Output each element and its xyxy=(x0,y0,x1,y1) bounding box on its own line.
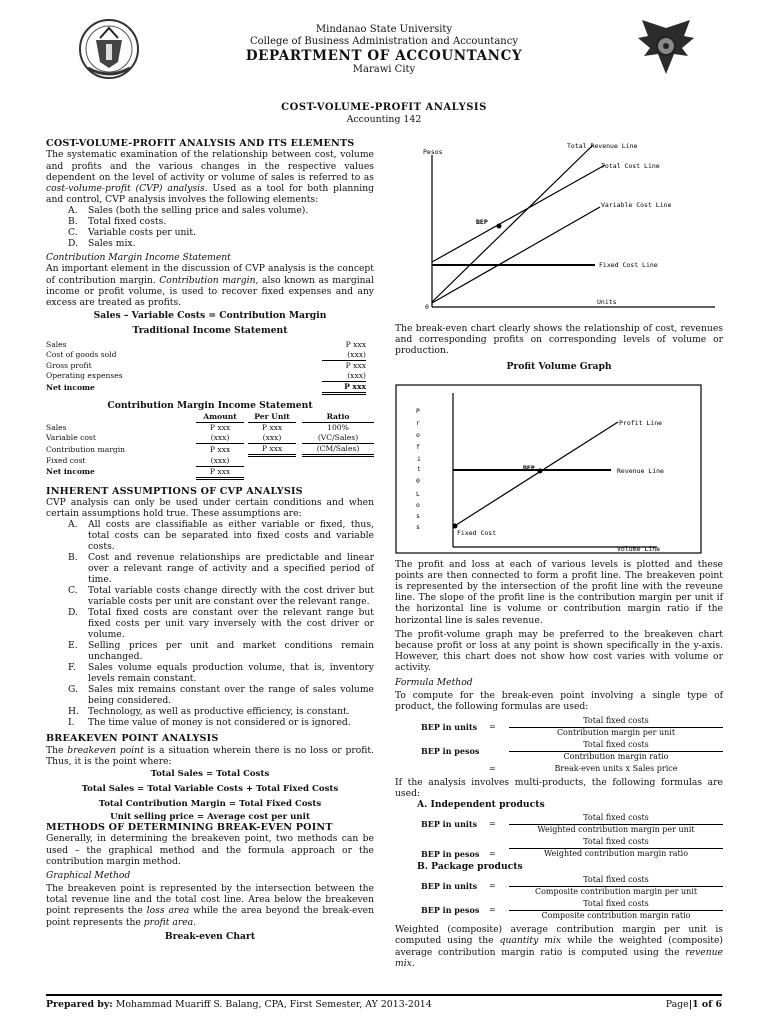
profit-volume-graph xyxy=(395,375,723,555)
origin-label: 0 xyxy=(425,303,429,311)
zero-label: 0 xyxy=(416,476,420,485)
paragraph-contribution-margin: An important element in the discussion of CVP analysis is the concept of contribution margin. Contribution margin, also known as marginal income or profit volume, is used to recover fixed expenses and any excess are treated as profits. xyxy=(46,263,374,308)
header-text xyxy=(180,24,588,76)
formula-row: = Break-even units x Sales price xyxy=(489,764,678,774)
subheading-formula-method: Formula Method xyxy=(395,676,473,688)
volume-line-label: Volume Line xyxy=(617,544,661,553)
profit-line-label: Profit Line xyxy=(619,418,663,427)
formula-row: BEP in units = $\frac{\text{Total fixed costs}}{\text{Composite contribution margin per unit}}$ xyxy=(421,875,723,897)
paragraph-cvp-definition: The systematic examination of the relationship between cost, volume and profits and the various changes in the respective values dependent on the level of activity or volume of sales is referred to as cost-volume-profit (CVP) analysis. Used as a tool for both planning and control, CVP analysis involves the following elements: xyxy=(46,149,375,206)
prepared-by: Prepared by: Mohammad Muariff S. Balang, CPA, First Semester, AY 2013-2014 xyxy=(46,999,432,1010)
paragraph-break-even-chart: The break-even chart clearly shows the relationship of cost, revenues and corresponding profits on corresponding levels of volume or production. xyxy=(395,323,723,357)
list-item: C. Total variable costs change directly with the cost driver but variable costs per unit are constant over the relevant range. xyxy=(68,585,374,608)
bep-point xyxy=(497,224,502,229)
fixed-cost-label: Fixed Cost xyxy=(457,528,497,537)
paragraph-multi-products: If the analysis involves multi-products, the following formulas are used: xyxy=(395,777,723,800)
y-letter: L xyxy=(416,489,420,498)
right-column xyxy=(395,135,723,969)
section-heading-assumptions: INHERENT ASSUMPTIONS OF CVP ANALYSIS xyxy=(46,485,303,497)
list-item: A. All costs are classifiable as either variable or fixed, thus, total costs can be separated into fixed costs and variable costs. xyxy=(68,519,374,553)
document-subtitle: Accounting 142 xyxy=(346,113,422,125)
college-name: College of Business Administration and Accountancy xyxy=(250,36,518,47)
table-row: Net income P xxx xyxy=(46,382,366,392)
cm-income-statement-table xyxy=(46,412,374,480)
equation-breakeven: Unit selling price = Average cost per unit xyxy=(110,812,310,823)
y-axis-label: Pesos xyxy=(423,148,443,156)
list-item: C. Variable costs per unit. xyxy=(68,227,196,239)
y-letter: t xyxy=(417,464,421,473)
single-product-formulas xyxy=(421,716,723,774)
bep-label: BEP xyxy=(523,463,535,472)
table-row: Contribution margin P xxx P xxx (CM/Sales) xyxy=(46,444,374,456)
independent-product-formulas xyxy=(421,813,723,859)
city-name: Marawi City xyxy=(352,64,416,75)
list-item: D. Sales mix. xyxy=(68,238,136,250)
equation-breakeven: Total Sales = Total Costs xyxy=(150,769,270,780)
total-cost-label: Total Cost Line xyxy=(601,162,660,170)
table-row: Net income P xxx xyxy=(46,466,374,478)
table-row: Sales P xxx xyxy=(46,340,366,350)
equation-contribution-margin: Sales – Variable Costs = Contribution Margin xyxy=(93,310,327,322)
traditional-income-statement-table xyxy=(46,340,374,395)
bep-label: BEP xyxy=(476,218,488,226)
list-item: D. Total fixed costs are constant over the relevant range but fixed costs per unit vary inversely with the cost driver or volume. xyxy=(68,607,374,641)
paragraph-profit-volume-graph: The profit and loss at each of various levels is plotted and these points are then connected to form a profit line. The breakeven point is represented by the intersection of the profit line with the reveune line. The slope of the profit line is the contribution margin per unit if the horizontal line is volume or contribution margin ratio if the horizontal line is sales revenue. xyxy=(395,558,723,626)
university-name: Mindanao State University xyxy=(315,24,453,35)
section-heading-breakeven: BREAKEVEN POINT ANALYSIS xyxy=(46,733,219,745)
table-row: Sales P xxx P xxx 100% xyxy=(46,422,349,433)
package-product-formulas xyxy=(421,875,723,921)
elements-list xyxy=(68,205,374,249)
bep-point xyxy=(538,468,543,473)
assumptions-list xyxy=(68,519,374,728)
table-row: Cost of goods sold (xxx) xyxy=(46,350,366,360)
x-axis-label: Units xyxy=(597,298,617,306)
table-row: Fixed cost (xxx) xyxy=(46,456,374,467)
page-footer xyxy=(46,994,722,1010)
y-letter: o xyxy=(416,430,420,439)
table-row: Operating expenses (xxx) xyxy=(46,371,366,381)
formula-row: BEP in units = $\frac{\text{Total fixed costs}}{\text{Contribution margin per unit}}$ xyxy=(421,716,723,738)
y-letter: i xyxy=(417,454,421,463)
university-seal-icon xyxy=(78,18,140,80)
subheading-contribution-margin: Contribution Margin Income Statement xyxy=(46,252,231,264)
department-logo-icon xyxy=(636,16,696,82)
paragraph-pv-vs-breakeven: The profit-volume graph may be preferred to the breakeven chart because profit or loss at any point is shown specifically in the y-axis. However, this chart does not show how cost varies with volume or activity. xyxy=(395,628,723,674)
total-cost-line xyxy=(432,165,605,262)
table-row: Variable cost (xxx) (xxx) (VC/Sales) xyxy=(46,433,374,444)
revenue-line-label: Revenue Line xyxy=(617,466,664,475)
paragraph-weighted-average: Weighted (composite) average contribution margin per unit is computed using the quantity mix while the weighted (composite) average contribution margin ratio is computed using the revenue mix. xyxy=(395,924,723,969)
paragraph-formula-intro: To compute for the break-even point involving a single type of product, the following formulas are used: xyxy=(395,689,723,712)
y-letter: r xyxy=(416,418,420,427)
variable-cost-label: Variable Cost Line xyxy=(601,201,672,209)
list-item: F. Sales volume equals production volume, that is, inventory levels remain constant. xyxy=(68,662,374,685)
formula-row: BEP in pesos = $\frac{\text{Total fixed costs}}{\text{Weighted contribution margin ratio}}$ xyxy=(421,837,723,859)
list-item: B. Total fixed costs. xyxy=(68,216,167,228)
paragraph-breakeven: The breakeven point is a situation wherein there is no loss or profit. Thus, it is the point where: xyxy=(46,744,375,767)
y-letter: s xyxy=(416,511,420,520)
break-even-chart-caption: Break-even Chart xyxy=(164,930,256,942)
document-title-block xyxy=(0,102,768,125)
package-products-label: B. Package products xyxy=(417,861,523,873)
formula-row: BEP in units = $\frac{\text{Total fixed costs}}{\text{Weighted contribution margin per unit}}$ xyxy=(421,813,723,835)
cm-income-statement-title: Contribution Margin Income Statement xyxy=(107,400,313,412)
profit-line xyxy=(453,422,618,527)
paragraph-graphical-method: The breakeven point is represented by the intersection between the total revenue line and the total cost line. Area below the breakeven point represents the loss area while the area beyond the break-even point represents the profit area. xyxy=(46,883,374,928)
list-item: B. Cost and revenue relationships are predictable and linear over a relevant range of activity and a specified period of time. xyxy=(68,552,374,586)
equation-breakeven: Total Sales = Total Variable Costs + Total Fixed Costs xyxy=(81,784,339,795)
formula-row: BEP in pesos = $\frac{\text{Total fixed costs}}{\text{Composite contribution margin ratio}}$ xyxy=(421,899,723,921)
y-letter: s xyxy=(416,522,420,531)
total-revenue-line xyxy=(432,145,593,302)
total-revenue-label: Total Revenue Line xyxy=(567,142,638,150)
list-item: A. Sales (both the selling price and sales volume). xyxy=(68,205,309,217)
section-heading-cvp-elements: COST-VOLUME-PROFIT ANALYSIS AND ITS ELEMENTS xyxy=(46,138,355,149)
traditional-income-statement-title: Traditional Income Statement xyxy=(132,325,288,337)
equation-breakeven: Total Contribution Margin = Total Fixed Costs xyxy=(98,799,322,810)
page-header xyxy=(0,0,768,90)
profit-volume-graph-title: Profit Volume Graph xyxy=(506,360,612,372)
list-item: G. Sales mix remains constant over the range of sales volume being considered. xyxy=(68,684,374,707)
list-item: I. The time value of money is not considered or is ignored. xyxy=(68,717,351,729)
list-item: H. Technology, as well as productive efficiency, is constant. xyxy=(68,706,350,718)
variable-cost-line xyxy=(432,207,600,303)
independent-products-label: A. Independent products xyxy=(417,799,545,811)
department-name: DEPARTMENT OF ACCOUNTANCY xyxy=(245,48,523,64)
page-number: Page|1 of 6 xyxy=(665,999,722,1010)
subheading-graphical-method: Graphical Method xyxy=(46,870,131,881)
break-even-chart xyxy=(395,135,723,315)
paragraph-assumptions-intro: CVP analysis can only be used under certain conditions and when certain assumptions hold true. These assumptions are: xyxy=(46,496,374,520)
y-letter: f xyxy=(416,442,420,451)
formula-row: BEP in pesos $\frac{\text{Total fixed costs}}{\text{Contribution margin ratio}}$ xyxy=(421,740,723,762)
list-item: E. Selling prices per unit and market conditions remain unchanged. xyxy=(68,640,374,663)
paragraph-methods: Generally, in determining the breakeven point, two methods can be used – the graphical method and the formula approach or the contribution margin method. xyxy=(46,833,374,867)
document-title: COST-VOLUME-PROFIT ANALYSIS xyxy=(281,102,487,113)
y-letter: P xyxy=(416,406,420,415)
table-row: Gross profit P xxx xyxy=(46,360,366,371)
fixed-cost-point xyxy=(453,523,458,528)
fixed-cost-label: Fixed Cost Line xyxy=(599,261,658,269)
left-column xyxy=(46,138,374,943)
section-heading-methods: METHODS OF DETERMINING BREAK-EVEN POINT xyxy=(46,822,333,834)
table-header-row: Amount Per Unit Ratio xyxy=(46,412,374,423)
y-letter: o xyxy=(416,500,420,509)
